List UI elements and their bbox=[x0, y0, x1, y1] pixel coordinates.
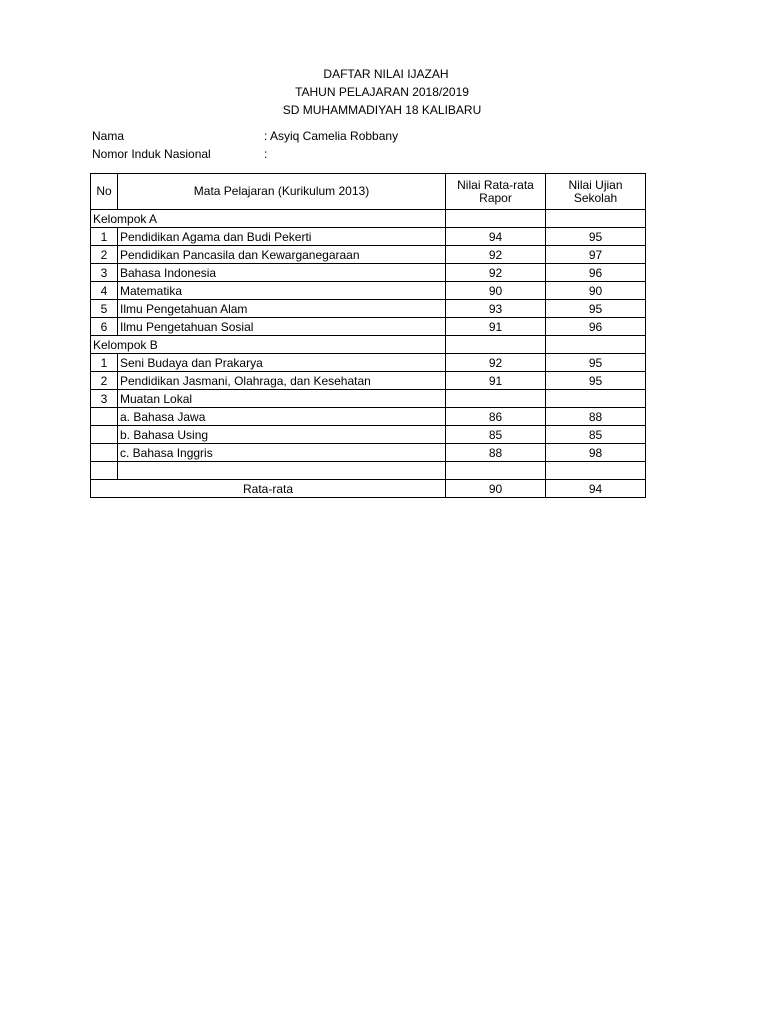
document-header bbox=[0, 65, 768, 119]
table-row bbox=[91, 354, 646, 372]
document-title: DAFTAR NILAI IJAZAH bbox=[323, 67, 449, 81]
row-no: 5 bbox=[91, 300, 118, 318]
table-row bbox=[91, 246, 646, 264]
student-nin-label: Nomor Induk Nasional bbox=[92, 147, 211, 161]
table-row bbox=[91, 390, 646, 408]
header-rapor: Nilai Rata-rata Rapor bbox=[446, 174, 546, 210]
average-rapor: 90 bbox=[446, 480, 546, 498]
row-rapor: 92 bbox=[446, 246, 546, 264]
row-no: 2 bbox=[91, 372, 118, 390]
row-no: 3 bbox=[91, 390, 118, 408]
group-b-rapor-empty bbox=[446, 336, 546, 354]
table-row bbox=[91, 264, 646, 282]
header-no: No bbox=[91, 174, 118, 210]
row-no: 1 bbox=[91, 228, 118, 246]
average-label: Rata-rata bbox=[91, 480, 446, 498]
row-subject: b. Bahasa Using bbox=[118, 426, 446, 444]
row-subject: Pendidikan Pancasila dan Kewarganegaraan bbox=[118, 246, 446, 264]
row-subject: Matematika bbox=[118, 282, 446, 300]
row-subject: c. Bahasa Inggris bbox=[118, 444, 446, 462]
row-no: 3 bbox=[91, 264, 118, 282]
table-row bbox=[91, 318, 646, 336]
header-subject: Mata Pelajaran (Kurikulum 2013) bbox=[118, 174, 446, 210]
table-row bbox=[91, 426, 646, 444]
row-rapor: 85 bbox=[446, 426, 546, 444]
row-no: 6 bbox=[91, 318, 118, 336]
row-no: 1 bbox=[91, 354, 118, 372]
row-rapor: 92 bbox=[446, 264, 546, 282]
header-ujian: Nilai Ujian Sekolah bbox=[546, 174, 646, 210]
academic-year: TAHUN PELAJARAN 2018/2019 bbox=[295, 85, 469, 99]
table-row bbox=[91, 372, 646, 390]
row-no: 2 bbox=[91, 246, 118, 264]
row-rapor: 90 bbox=[446, 282, 546, 300]
average-ujian: 94 bbox=[546, 480, 646, 498]
row-no bbox=[91, 444, 118, 462]
row-rapor: 91 bbox=[446, 318, 546, 336]
row-no bbox=[91, 426, 118, 444]
row-ujian: 98 bbox=[546, 444, 646, 462]
row-subject: Pendidikan Jasmani, Olahraga, dan Kesehatan bbox=[118, 372, 446, 390]
group-label-a: Kelompok A bbox=[91, 210, 446, 228]
school-name: SD MUHAMMADIYAH 18 KALIBARU bbox=[282, 103, 482, 117]
row-ujian: 88 bbox=[546, 408, 646, 426]
empty-cell bbox=[118, 462, 446, 480]
row-ujian: 85 bbox=[546, 426, 646, 444]
row-rapor: 86 bbox=[446, 408, 546, 426]
row-ujian: 95 bbox=[546, 372, 646, 390]
row-subject: Ilmu Pengetahuan Alam bbox=[118, 300, 446, 318]
row-subject: Bahasa Indonesia bbox=[118, 264, 446, 282]
empty-cell bbox=[446, 462, 546, 480]
group-row-a bbox=[91, 210, 646, 228]
student-nin-value: : bbox=[264, 147, 268, 161]
row-rapor: 92 bbox=[446, 354, 546, 372]
row-ujian: 95 bbox=[546, 354, 646, 372]
row-ujian: 95 bbox=[546, 300, 646, 318]
row-rapor: 93 bbox=[446, 300, 546, 318]
row-ujian: 96 bbox=[546, 264, 646, 282]
row-ujian: 95 bbox=[546, 228, 646, 246]
row-subject: a. Bahasa Jawa bbox=[118, 408, 446, 426]
row-subject: Pendidikan Agama dan Budi Pekerti bbox=[118, 228, 446, 246]
row-subject: Ilmu Pengetahuan Sosial bbox=[118, 318, 446, 336]
row-ujian bbox=[546, 390, 646, 408]
empty-cell bbox=[546, 462, 646, 480]
student-name-label: Nama bbox=[92, 129, 125, 143]
table-row bbox=[91, 282, 646, 300]
table-row bbox=[91, 444, 646, 462]
group-row-b bbox=[91, 336, 646, 354]
row-rapor: 91 bbox=[446, 372, 546, 390]
row-ujian: 97 bbox=[546, 246, 646, 264]
row-ujian: 90 bbox=[546, 282, 646, 300]
group-a-rapor-empty bbox=[446, 210, 546, 228]
row-rapor: 94 bbox=[446, 228, 546, 246]
table-header-row bbox=[91, 174, 646, 210]
row-rapor: 88 bbox=[446, 444, 546, 462]
grades-table bbox=[90, 173, 646, 498]
empty-row bbox=[91, 462, 646, 480]
row-ujian: 96 bbox=[546, 318, 646, 336]
row-subject: Muatan Lokal bbox=[118, 390, 446, 408]
average-row bbox=[91, 480, 646, 498]
group-a-ujian-empty bbox=[546, 210, 646, 228]
row-subject: Seni Budaya dan Prakarya bbox=[118, 354, 446, 372]
empty-cell bbox=[91, 462, 118, 480]
row-no: 4 bbox=[91, 282, 118, 300]
row-no bbox=[91, 408, 118, 426]
table-row bbox=[91, 300, 646, 318]
group-label-b: Kelompok B bbox=[91, 336, 446, 354]
table-row bbox=[91, 408, 646, 426]
group-b-ujian-empty bbox=[546, 336, 646, 354]
table-row bbox=[91, 228, 646, 246]
student-name-value: : Asyiq Camelia Robbany bbox=[264, 129, 399, 143]
row-rapor bbox=[446, 390, 546, 408]
